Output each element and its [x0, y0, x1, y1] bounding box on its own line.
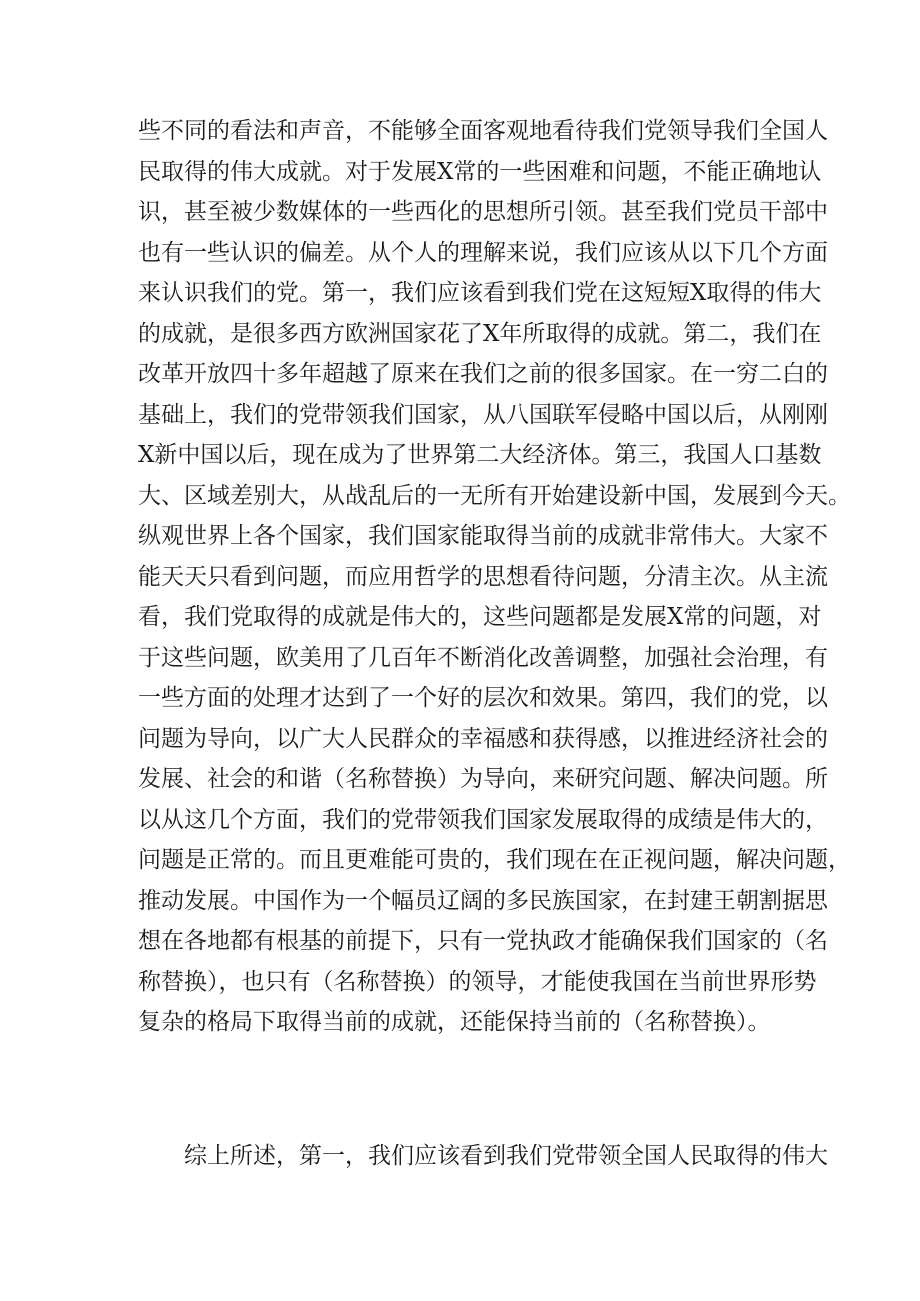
paragraph-line: 于这些问题，欧美用了几百年不断消化改善调整，加强社会治理，有: [138, 644, 828, 671]
paragraph-line: 以从这几个方面，我们的党带领我们国家发展取得的成绩是伟大的，: [138, 806, 828, 833]
paragraph-line: 推动发展。中国作为一个幅员辽阔的多民族国家，在封建王朝割据思: [138, 887, 828, 914]
paragraph-line: 纵观世界上各个国家，我们国家能取得当前的成就非常伟大。大家不: [138, 523, 828, 549]
paragraph-line: 的成就，是很多西方欧洲国家花了X年所取得的成就。第二，我们在: [138, 320, 822, 347]
paragraph-line: 能天天只看到问题，而应用哲学的思想看待问题，分清主次。从主流: [138, 563, 828, 590]
paragraph-line: 大、区域差别大，从战乱后的一无所有开始建设新中国，发展到今天。: [138, 482, 851, 509]
paragraph-line: 识，甚至被少数媒体的一些西化的思想所引领。甚至我们党员干部中: [138, 199, 828, 225]
paragraph-line: 问题是正常的。而且更难能可贵的，我们现在在正视问题，解决问题，: [138, 847, 851, 873]
paragraph-line: 综上所述，第一，我们应该看到我们党带领全国人民取得的伟大: [184, 1143, 828, 1169]
paragraph-line: 问题为导向，以广大人民群众的幸福感和获得感，以推进经济社会的: [138, 725, 828, 752]
paragraph-line: 些不同的看法和声音，不能够全面客观地看待我们党领导我们全国人: [138, 118, 828, 144]
paragraph-line: 称替换），也只有（名称替换）的领导，才能使我国在当前世界形势: [138, 968, 817, 995]
paragraph-line: 看，我们党取得的成就是伟大的，这些问题都是发展X常的问题，对: [138, 604, 822, 630]
paragraph-line: 改革开放四十多年超越了原来在我们之前的很多国家。在一穷二白的: [138, 361, 828, 387]
paragraph-line: 也有一些认识的偏差。从个人的理解来说，我们应该从以下几个方面: [138, 239, 828, 266]
paragraph-line: X新中国以后，现在成为了世界第二大经济体。第三，我国人口基数: [138, 442, 822, 468]
paragraph-line: 基础上，我们的党带领我们国家，从八国联军侵略中国以后，从刚刚: [138, 401, 828, 428]
paragraph-line: 复杂的格局下取得当前的成就，还能保持当前的（名称替换）。: [138, 1009, 771, 1035]
body-paragraph: [138, 111, 851, 1043]
paragraph-line: 民取得的伟大成就。对于发展X常的一些困难和问题，不能正确地认: [138, 158, 822, 185]
summary-paragraph: [138, 1136, 828, 1177]
paragraph-line: 发展、社会的和谐（名称替换）为导向，来研究问题、解决问题。所: [138, 766, 828, 792]
paragraph-line: 想在各地都有根基的前提下，只有一党执政才能确保我们国家的（名: [138, 928, 828, 954]
paragraph-line: 来认识我们的党。第一，我们应该看到我们党在这短短X取得的伟大: [138, 280, 822, 306]
paragraph-line: 一些方面的处理才达到了一个好的层次和效果。第四，我们的党，以: [138, 685, 828, 711]
